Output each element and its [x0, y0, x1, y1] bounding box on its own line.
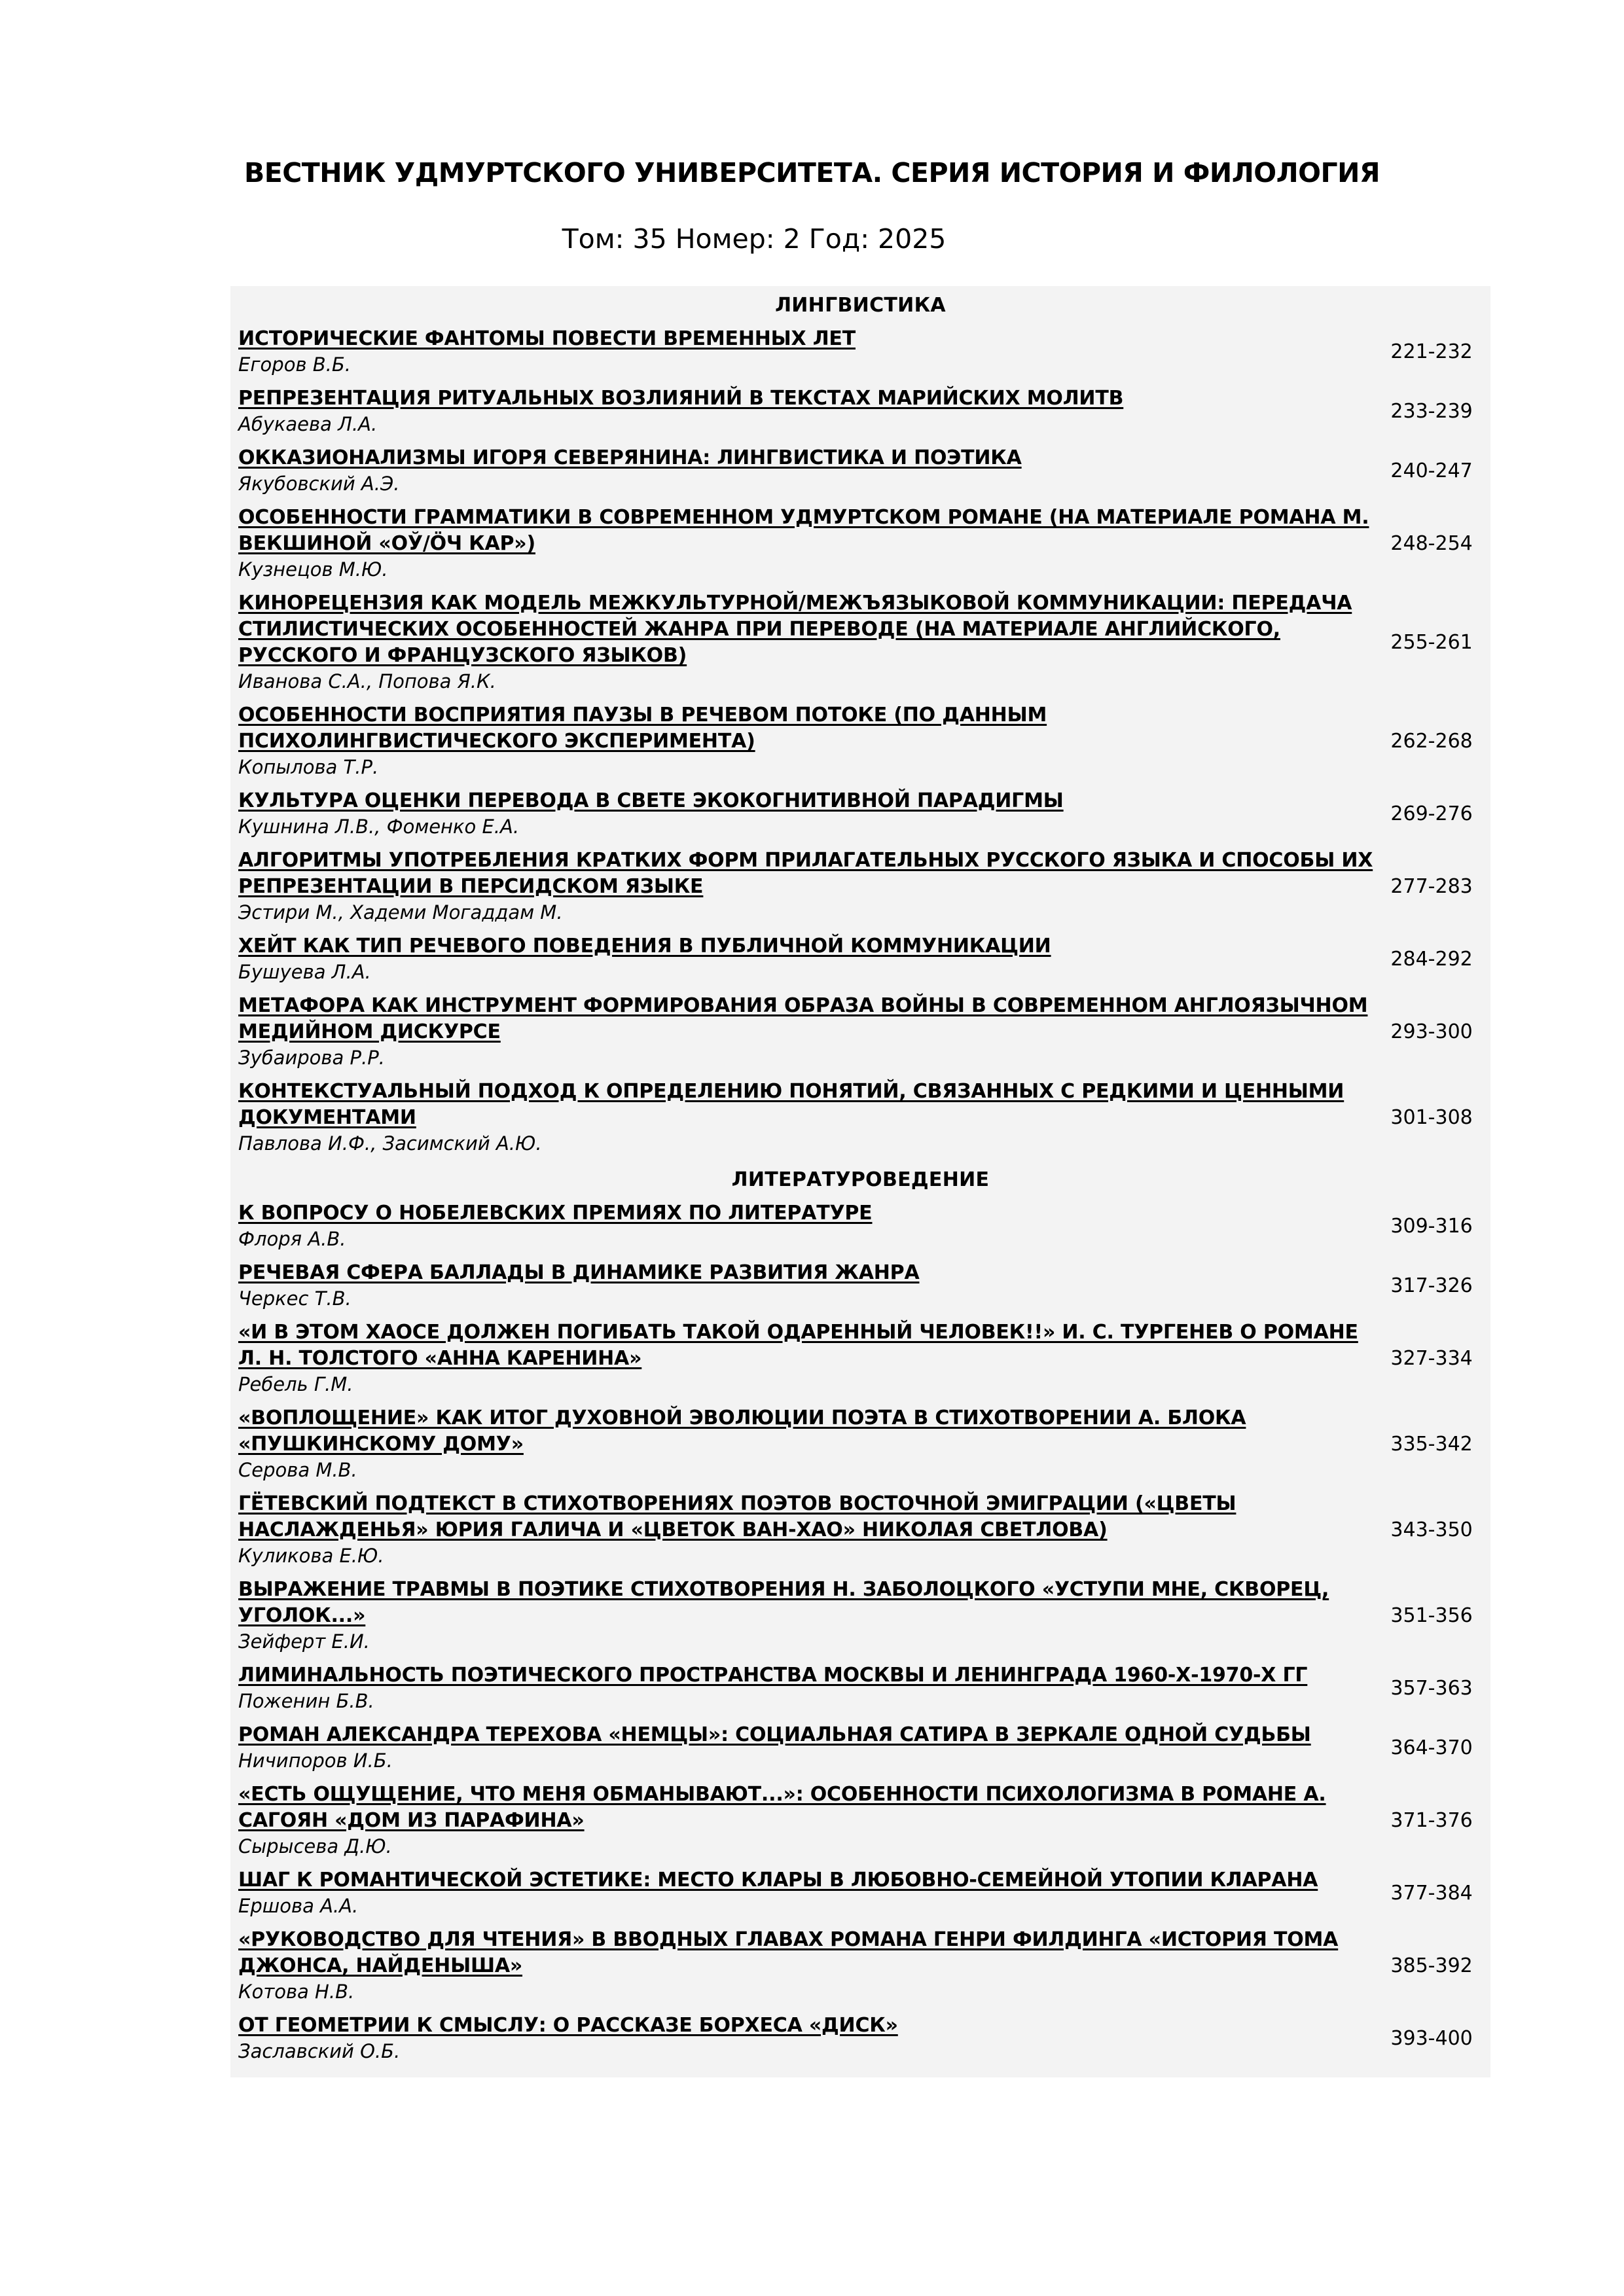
article-row: [230, 501, 1490, 586]
article-pages: 284-292: [1390, 947, 1473, 971]
article-pages: 240-247: [1390, 459, 1473, 482]
article-info: [230, 386, 1373, 437]
article-info: [230, 1662, 1373, 1713]
article-info: [230, 445, 1373, 496]
article-title-link[interactable]: КУЛЬТУРА ОЦЕНКИ ПЕРЕВОДА В СВЕТЕ ЭКОКОГНИТИВНОЙ ПАРАДИГМЫ: [238, 789, 1064, 812]
article-pages: 317-326: [1390, 1274, 1473, 1297]
article-authors: Заславский О.Б.: [238, 2040, 401, 2062]
article-info: [230, 590, 1373, 694]
article-info: [230, 1200, 1373, 1251]
article-title-link[interactable]: ИСТОРИЧЕСКИЕ ФАНТОМЫ ПОВЕСТИ ВРЕМЕННЫХ ЛЕТ: [238, 327, 856, 350]
article-title-link[interactable]: РЕЧЕВАЯ СФЕРА БАЛЛАДЫ В ДИНАМИКЕ РАЗВИТИЯ ЖАНРА: [238, 1261, 920, 1284]
article-pages: 269-276: [1390, 802, 1473, 825]
article-title-link[interactable]: ОСОБЕННОСТИ ГРАММАТИКИ В СОВРЕМЕННОМ УДМУРТСКОМ РОМАНЕ (НА МАТЕРИАЛЕ РОМАНА М. ВЕКШИНОЙ «ОЎ/ÖЧ КАР»): [238, 506, 1369, 555]
article-info: [230, 993, 1373, 1070]
article-info: [230, 1260, 1373, 1311]
article-pages: 385-392: [1390, 1954, 1473, 1977]
article-info: [230, 1577, 1373, 1654]
article-row: [230, 784, 1490, 844]
article-authors: Зубаирова Р.Р.: [238, 1047, 385, 1069]
article-row: [230, 1573, 1490, 1659]
article-title-link[interactable]: ОСОБЕННОСТИ ВОСПРИЯТИЯ ПАУЗЫ В РЕЧЕВОМ ПОТОКЕ (ПО ДАННЫМ ПСИХОЛИНГВИСТИЧЕСКОГО ЭКСПЕРИМЕНТА): [238, 704, 1047, 753]
journal-title: ВЕСТНИК УДМУРТСКОГО УНИВЕРСИТЕТА. СЕРИЯ ИСТОРИЯ И ФИЛОЛОГИЯ: [244, 157, 1380, 188]
article-info: [230, 1319, 1373, 1397]
article-authors: Ершова А.А.: [238, 1895, 359, 1917]
article-pages: 343-350: [1390, 1518, 1473, 1541]
article-info: [230, 1782, 1373, 1859]
section-heading: ЛИТЕРАТУРОВЕДЕНИЕ: [731, 1168, 990, 1191]
article-authors: Сырысева Д.Ю.: [238, 1835, 392, 1857]
article-title-link[interactable]: МЕТАФОРА КАК ИНСТРУМЕНТ ФОРМИРОВАНИЯ ОБРАЗА ВОЙНЫ В СОВРЕМЕННОМ АНГЛОЯЗЫЧНОМ МЕДИЙНОМ ДИСКУРСЕ: [238, 994, 1368, 1043]
article-row: [230, 1487, 1490, 1573]
article-title-link[interactable]: РОМАН АЛЕКСАНДРА ТЕРЕХОВА «НЕМЦЫ»: СОЦИАЛЬНАЯ САТИРА В ЗЕРКАЛЕ ОДНОЙ СУДЬБЫ: [238, 1723, 1311, 1746]
article-title-link[interactable]: К ВОПРОСУ О НОБЕЛЕВСКИХ ПРЕМИЯХ ПО ЛИТЕРАТУРЕ: [238, 1202, 873, 1225]
article-authors: Кушнина Л.В., Фоменко Е.А.: [238, 816, 520, 838]
article-title-link[interactable]: КИНОРЕЦЕНЗИЯ КАК МОДЕЛЬ МЕЖКУЛЬТУРНОЙ/МЕЖЪЯЗЫКОВОЙ КОММУНИКАЦИИ: ПЕРЕДАЧА СТИЛИСТИЧЕСКИХ ОСОБЕННОСТЕЙ ЖАНРА ПРИ ПЕРЕВОДЕ (НА МАТЕРИАЛЕ АНГЛИЙСКОГО, РУССКОГО И ФРАНЦУЗСКОГО ЯЗЫКОВ): [238, 592, 1352, 667]
article-pages: 277-283: [1390, 874, 1473, 898]
article-info: [230, 1491, 1373, 1568]
article-authors: Серова М.В.: [238, 1459, 357, 1481]
article-row: [230, 1659, 1490, 1718]
article-authors: Иванова С.А., Попова Я.К.: [238, 670, 496, 692]
article-authors: Эстири М., Хадеми Могаддам М.: [238, 901, 563, 924]
article-row: [230, 1316, 1490, 1401]
article-authors: Ребель Г.М.: [238, 1373, 353, 1395]
article-title-link[interactable]: «И В ЭТОМ ХАОСЕ ДОЛЖЕН ПОГИБАТЬ ТАКОЙ ОДАРЕННЫЙ ЧЕЛОВЕК!!» И. С. ТУРГЕНЕВ О РОМАНЕ Л. Н. ТОЛСТОГО «АННА КАРЕНИНА»: [238, 1321, 1358, 1370]
article-info: [230, 1405, 1373, 1482]
article-authors: Котова Н.В.: [238, 1981, 355, 2003]
article-title-link[interactable]: ХЕЙТ КАК ТИП РЕЧЕВОГО ПОВЕДЕНИЯ В ПУБЛИЧНОЙ КОММУНИКАЦИИ: [238, 935, 1051, 958]
article-pages: 393-400: [1390, 2026, 1473, 2050]
article-row: [230, 1256, 1490, 1316]
article-pages: 364-370: [1390, 1736, 1473, 1759]
article-authors: Абукаева Л.А.: [238, 413, 378, 435]
article-pages: 351-356: [1390, 1604, 1473, 1627]
article-pages: 293-300: [1390, 1020, 1473, 1043]
article-info: [230, 1867, 1373, 1918]
article-info: [230, 788, 1373, 839]
article-authors: Зейферт Е.И.: [238, 1630, 370, 1653]
article-authors: Черкес Т.В.: [238, 1287, 352, 1310]
article-pages: 233-239: [1390, 399, 1473, 423]
article-row: [230, 929, 1490, 989]
article-row: [230, 844, 1490, 929]
article-info: [230, 1927, 1373, 2004]
article-pages: 327-334: [1390, 1346, 1473, 1370]
table-of-contents: [230, 286, 1490, 2077]
article-pages: 335-342: [1390, 1432, 1473, 1456]
article-pages: 255-261: [1390, 630, 1473, 654]
article-row: [230, 586, 1490, 698]
article-row: [230, 1778, 1490, 1863]
article-info: [230, 2013, 1373, 2064]
article-info: [230, 702, 1373, 780]
issue-info: Том: 35 Номер: 2 Год: 2025: [562, 223, 947, 255]
article-info: [230, 1079, 1373, 1156]
article-info: [230, 326, 1373, 377]
article-pages: 309-316: [1390, 1214, 1473, 1238]
article-row: [230, 1923, 1490, 2009]
article-authors: Копылова Т.Р.: [238, 756, 379, 778]
article-title-link[interactable]: ОККАЗИОНАЛИЗМЫ ИГОРЯ СЕВЕРЯНИНА: ЛИНГВИСТИКА И ПОЭТИКА: [238, 446, 1022, 469]
article-row: [230, 1718, 1490, 1778]
article-title-link[interactable]: «ЕСТЬ ОЩУЩЕНИЕ, ЧТО МЕНЯ ОБМАНЫВАЮТ...»: ОСОБЕННОСТИ ПСИХОЛОГИЗМА В РОМАНЕ А. САГОЯН «ДОМ ИЗ ПАРАФИНА»: [238, 1783, 1326, 1832]
article-authors: Поженин Б.В.: [238, 1690, 374, 1712]
article-row: [230, 1863, 1490, 1923]
article-row: [230, 1401, 1490, 1487]
article-authors: Куликова Е.Ю.: [238, 1545, 384, 1567]
article-row: [230, 989, 1490, 1075]
article-authors: Флоря А.В.: [238, 1228, 346, 1250]
article-row: [230, 698, 1490, 784]
article-pages: 248-254: [1390, 531, 1473, 555]
article-row: [230, 1196, 1490, 1256]
article-authors: Кузнецов М.Ю.: [238, 558, 388, 581]
article-pages: 221-232: [1390, 340, 1473, 363]
article-row: [230, 322, 1490, 382]
article-pages: 371-376: [1390, 1808, 1473, 1832]
article-info: [230, 933, 1373, 984]
article-authors: Павлова И.Ф., Засимский А.Ю.: [238, 1132, 542, 1155]
section-heading: ЛИНГВИСТИКА: [775, 294, 946, 317]
article-title-link[interactable]: ВЫРАЖЕНИЕ ТРАВМЫ В ПОЭТИКЕ СТИХОТВОРЕНИЯ Н. ЗАБОЛОЦКОГО «УСТУПИ МНЕ, СКВОРЕЦ, УГОЛОК...»: [238, 1578, 1329, 1627]
article-pages: 377-384: [1390, 1881, 1473, 1905]
article-info: [230, 1722, 1373, 1773]
article-row: [230, 1075, 1490, 1160]
article-pages: 262-268: [1390, 729, 1473, 753]
article-authors: Якубовский А.Э.: [238, 473, 400, 495]
article-title-link[interactable]: ЛИМИНАЛЬНОСТЬ ПОЭТИЧЕСКОГО ПРОСТРАНСТВА МОСКВЫ И ЛЕНИНГРАДА 1960-Х-1970-Х ГГ: [238, 1664, 1308, 1687]
article-authors: Егоров В.Б.: [238, 353, 351, 376]
article-info: [230, 505, 1373, 582]
article-title-link[interactable]: РЕПРЕЗЕНТАЦИЯ РИТУАЛЬНЫХ ВОЗЛИЯНИЙ В ТЕКСТАХ МАРИЙСКИХ МОЛИТВ: [238, 387, 1124, 410]
article-title-link[interactable]: АЛГОРИТМЫ УПОТРЕБЛЕНИЯ КРАТКИХ ФОРМ ПРИЛАГАТЕЛЬНЫХ РУССКОГО ЯЗЫКА И СПОСОБЫ ИХ РЕПРЕЗЕНТАЦИИ В ПЕРСИДСКОМ ЯЗЫКЕ: [238, 849, 1373, 898]
article-pages: 357-363: [1390, 1676, 1473, 1700]
article-authors: Ничипоров И.Б.: [238, 1749, 393, 1772]
article-title-link[interactable]: ОТ ГЕОМЕТРИИ К СМЫСЛУ: О РАССКАЗЕ БОРХЕСА «ДИСК»: [238, 2014, 898, 2037]
article-info: [230, 848, 1373, 925]
article-row: [230, 441, 1490, 501]
article-pages: 301-308: [1390, 1105, 1473, 1129]
article-row: [230, 382, 1490, 441]
article-title-link[interactable]: КОНТЕКСТУАЛЬНЫЙ ПОДХОД К ОПРЕДЕЛЕНИЮ ПОНЯТИЙ, СВЯЗАННЫХ С РЕДКИМИ И ЦЕННЫМИ ДОКУМЕНТАМИ: [238, 1080, 1344, 1129]
article-authors: Бушуева Л.А.: [238, 961, 371, 983]
article-title-link[interactable]: «РУКОВОДСТВО ДЛЯ ЧТЕНИЯ» В ВВОДНЫХ ГЛАВАХ РОМАНА ГЕНРИ ФИЛДИНГА «ИСТОРИЯ ТОМА ДЖОНСА, НАЙДЕНЫША»: [238, 1928, 1339, 1977]
article-title-link[interactable]: «ВОПЛОЩЕНИЕ» КАК ИТОГ ДУХОВНОЙ ЭВОЛЮЦИИ ПОЭТА В СТИХОТВОРЕНИИ А. БЛОКА «ПУШКИНСКОМУ ДОМУ»: [238, 1407, 1246, 1456]
article-row: [230, 2009, 1490, 2068]
article-title-link[interactable]: ШАГ К РОМАНТИЧЕСКОЙ ЭСТЕТИКЕ: МЕСТО КЛАРЫ В ЛЮБОВНО-СЕМЕЙНОЙ УТОПИИ КЛАРАНА: [238, 1869, 1318, 1892]
article-title-link[interactable]: ГЁТЕВСКИЙ ПОДТЕКСТ В СТИХОТВОРЕНИЯХ ПОЭТОВ ВОСТОЧНОЙ ЭМИГРАЦИИ («ЦВЕТЫ НАСЛАЖДЕНЬЯ» ЮРИЯ ГАЛИЧА И «ЦВЕТОК ВАН-ХАО» НИКОЛАЯ СВЕТЛОВА): [238, 1492, 1236, 1541]
